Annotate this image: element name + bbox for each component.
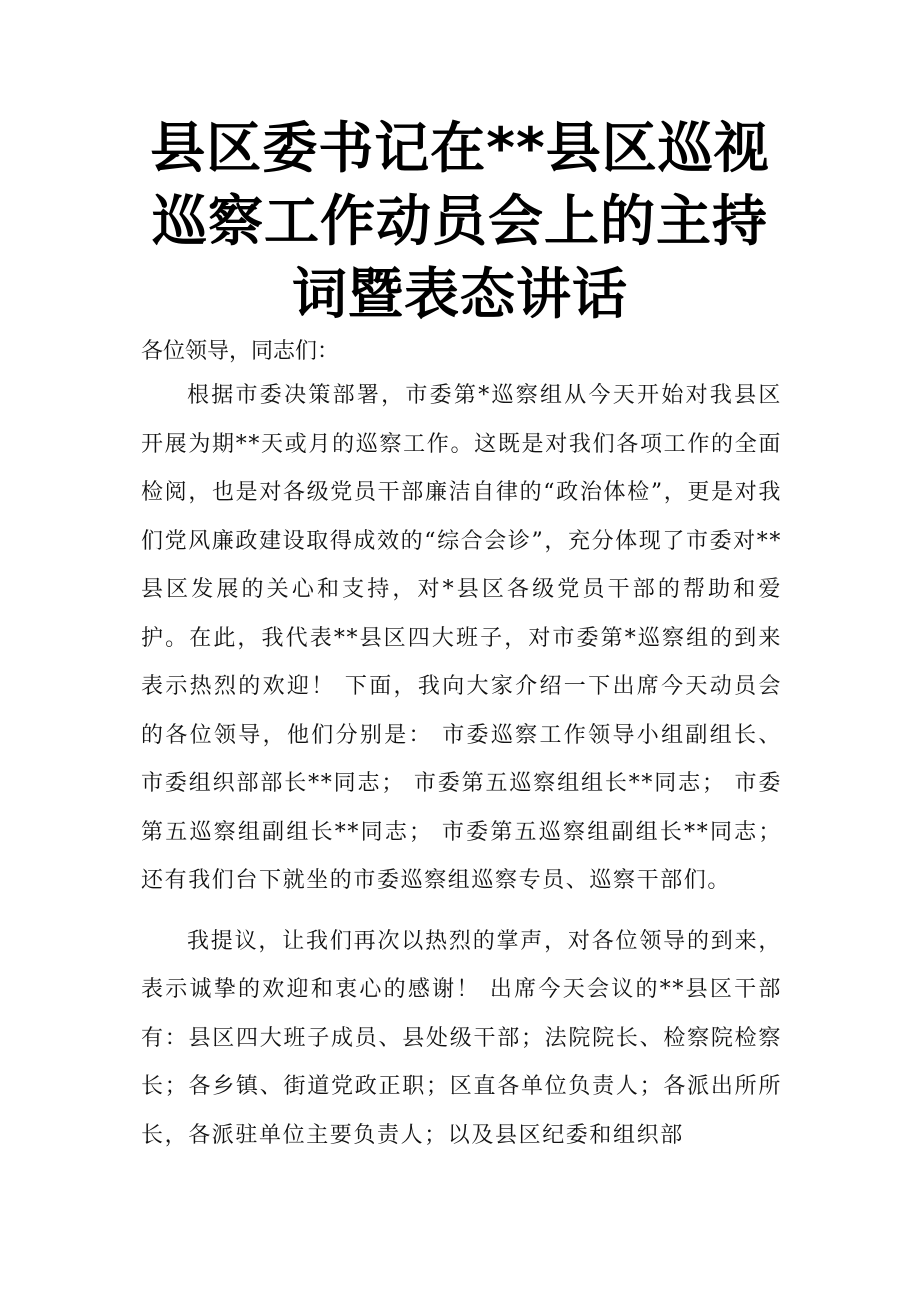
paragraph-2: 我提议，让我们再次以热烈的掌声，对各位领导的到来，表示诚挚的欢迎和衷心的感谢！ 出席今天会议的**县区干部有：县区四大班子成员、县处级干部；法院院长、检察院检察长；各乡镇、街道党政正职；区直各单位负责人；各派出所所长，各派驻单位主要负责人；以及县区纪委和组织部 xyxy=(141,928,782,1148)
document-title xyxy=(120,112,800,331)
title-line-3: 词暨表态讲话 xyxy=(291,262,628,326)
document-body xyxy=(141,333,782,1160)
title-line-2: 巡察工作动员会上的主持 xyxy=(151,189,768,253)
paragraph-1: 根据市委决策部署，市委第*巡察组从今天开始对我县区开展为期**天或月的巡察工作。这既是对我们各项工作的全面检阅，也是对各级党员干部廉洁自律的“政治体检”，更是对我们党风廉政建设取得成效的“综合会诊”，充分体现了市委对**县区发展的关心和支持，对*县区各级党员干部的帮助和爱护。在此，我代表**县区四大班子，对市委第*巡察组的到来表示热烈的欢迎！ 下面，我向大家介绍一下出席今天动员会的各位领导，他们分别是： 市委巡察工作领导小组副组长、市委组织部部长**同志； 市委第五巡察组组长**同志； 市委第五巡察组副组长**同志； 市委第五巡察组副组长**同志； 还有我们台下就坐的市委巡察组巡察专员、巡察干部们。 xyxy=(141,383,782,893)
salutation: 各位领导，同志们： xyxy=(141,339,340,364)
title-line-1: 县区委书记在**县区巡视 xyxy=(150,116,770,180)
